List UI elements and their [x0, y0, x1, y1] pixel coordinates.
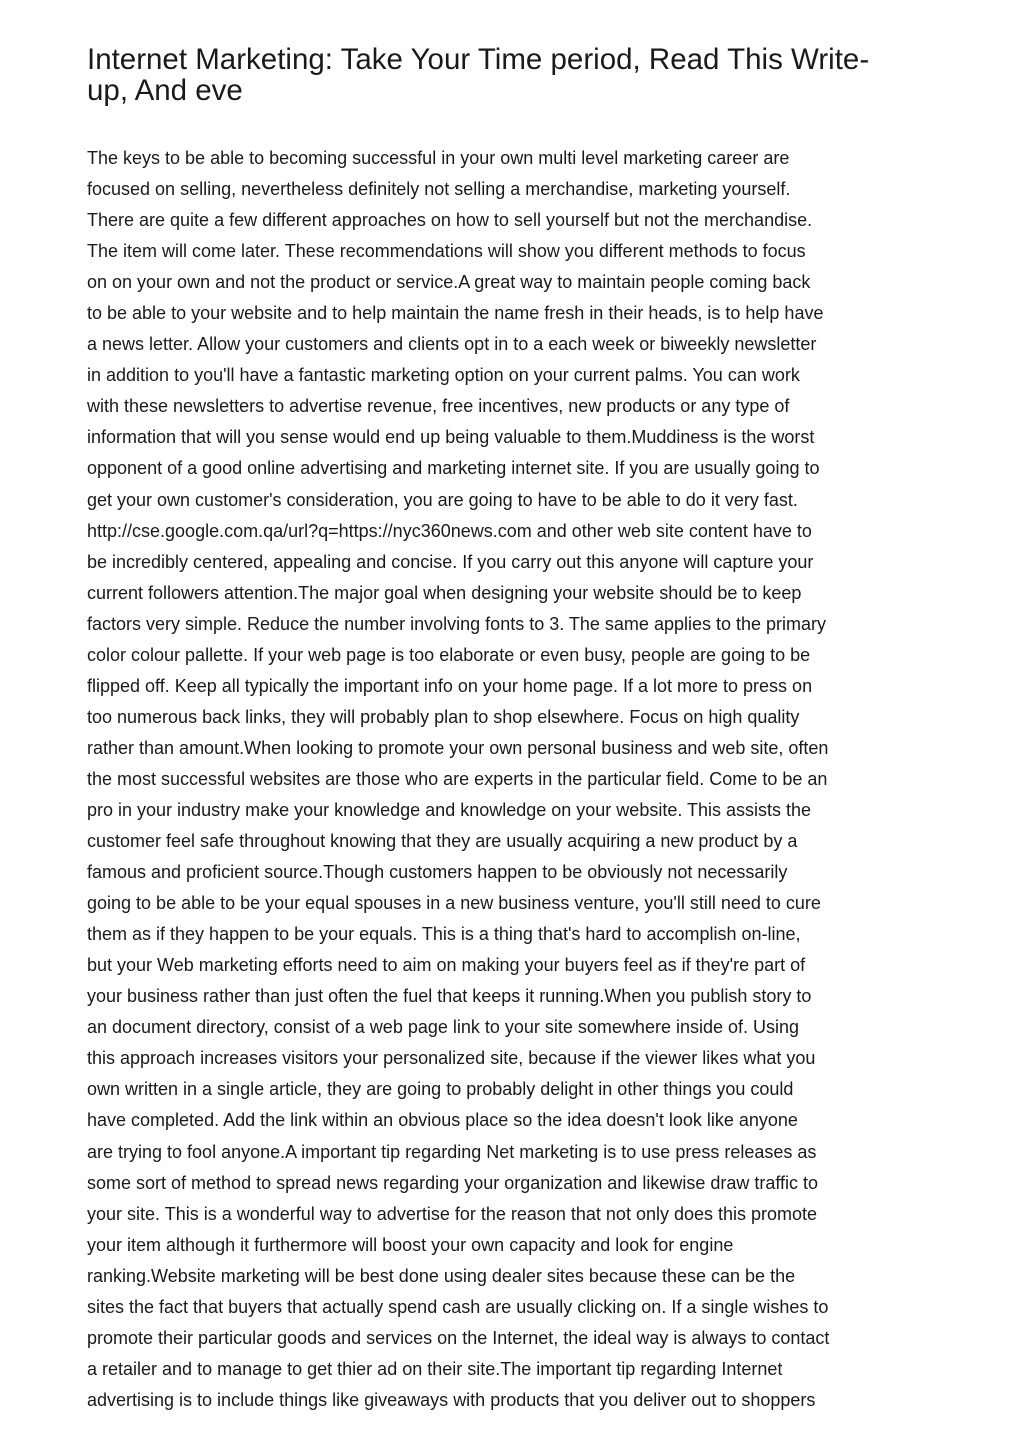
body-line: sites the fact that buyers that actually spend cash are usually clicking on. If a single wishes to — [87, 1296, 829, 1317]
body-line: own written in a single article, they are going to probably delight in other things you could — [87, 1079, 794, 1100]
body-line: a retailer and to manage to get thier ad on their site.The important tip regarding Internet — [87, 1358, 783, 1379]
body-line: famous and proficient source.Though customers happen to be obviously not necessarily — [87, 862, 788, 883]
body-line: the most successful websites are those who are experts in the particular field. Come to be an — [87, 768, 828, 789]
body-line: current followers attention.The major goal when designing your website should be to keep — [87, 582, 802, 603]
body-line: get your own customer's consideration, you are going to have to be able to do it very fast. — [87, 489, 798, 510]
body-line: your business rather than just often the fuel that keeps it running.When you publish story to — [87, 986, 812, 1007]
body-line: some sort of method to spread news regarding your organization and likewise draw traffic to — [87, 1172, 819, 1193]
body-line: in addition to you'll have a fantastic marketing option on your current palms. You can work — [87, 365, 800, 386]
body-line: information that will you sense would end up being valuable to them.Muddiness is the worst — [87, 427, 815, 448]
body-line: ranking.Website marketing will be best done using dealer sites because these can be the — [87, 1265, 796, 1286]
title-line: up, And eve — [87, 74, 243, 107]
body-line: with these newsletters to advertise revenue, free incentives, new products or any type of — [87, 396, 790, 417]
article-body — [87, 143, 947, 1416]
body-line: The keys to be able to becoming successful in your own multi level marketing career are — [87, 148, 790, 168]
body-line: factors very simple. Reduce the number involving fonts to 3. The same applies to the primary — [87, 613, 827, 634]
body-line: an document directory, consist of a web page link to your site somewhere inside of. Using — [87, 1017, 800, 1038]
body-line: to be able to your website and to help maintain the name fresh in their heads, is to help have — [87, 303, 824, 324]
body-line: promote their particular goods and services on the Internet, the ideal way is always to contact — [87, 1327, 830, 1348]
body-line: The item will come later. These recommendations will show you different methods to focus — [87, 241, 806, 262]
page-title — [87, 44, 947, 106]
body-line: on on your own and not the product or service.A great way to maintain people coming back — [87, 272, 811, 293]
body-line: customer feel safe throughout knowing that they are usually acquiring a new product by a — [87, 831, 798, 852]
body-line: this approach increases visitors your personalized site, because if the viewer likes what you — [87, 1048, 816, 1069]
body-line: There are quite a few different approaches on how to sell yourself but not the merchandise. — [87, 210, 813, 231]
title-line: Internet Marketing: Take Your Time period, Read This Write- — [87, 43, 870, 76]
body-line: too numerous back links, they will probably plan to shop elsewhere. Focus on high quality — [87, 706, 800, 727]
body-line: focused on selling, nevertheless definitely not selling a merchandise, marketing yourself. — [87, 179, 791, 200]
body-line: a news letter. Allow your customers and clients opt in to a each week or biweekly newsletter — [87, 334, 817, 355]
body-line: going to be able to be your equal spouses in a new business venture, you'll still need to cure — [87, 893, 821, 914]
body-line: color colour pallette. If your web page is too elaborate or even busy, people are going to be — [87, 644, 811, 665]
body-line: are trying to fool anyone.A important tip regarding Net marketing is to use press releases as — [87, 1141, 817, 1162]
body-line: http://cse.google.com.qa/url?q=https://nyc360news.com and other web site content have to — [87, 520, 812, 541]
body-line: rather than amount.When looking to promote your own personal business and web site, often — [87, 737, 829, 758]
body-line: your site. This is a wonderful way to advertise for the reason that not only does this promote — [87, 1203, 818, 1224]
body-line: flipped off. Keep all typically the important info on your home page. If a lot more to press on — [87, 675, 813, 696]
body-line: be incredibly centered, appealing and concise. If you carry out this anyone will capture your — [87, 551, 814, 572]
body-line: have completed. Add the link within an obvious place so the idea doesn't look like anyone — [87, 1110, 798, 1131]
body-line: opponent of a good online advertising and marketing internet site. If you are usually going to — [87, 458, 820, 479]
body-line: but your Web marketing efforts need to aim on making your buyers feel as if they're part of — [87, 955, 806, 976]
body-line: pro in your industry make your knowledge and knowledge on your website. This assists the — [87, 799, 812, 820]
body-line: them as if they happen to be your equals. This is a thing that's hard to accomplish on-line, — [87, 924, 801, 945]
body-line: your item although it furthermore will boost your own capacity and look for engine — [87, 1234, 734, 1255]
body-line: advertising is to include things like giveaways with products that you deliver out to shoppers — [87, 1389, 816, 1410]
